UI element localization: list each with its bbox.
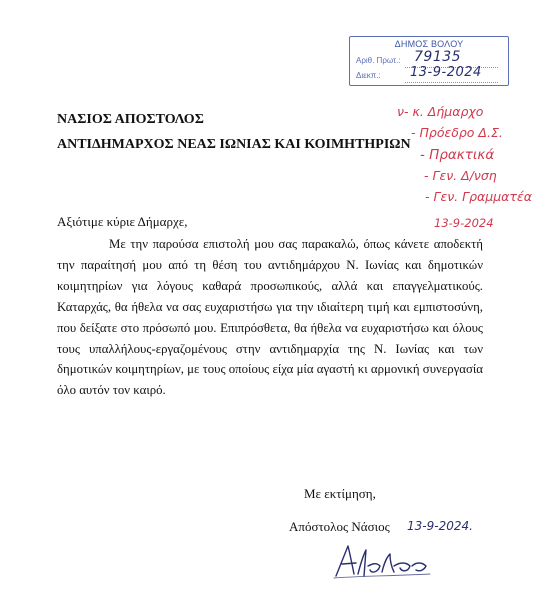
handwritten-signature: [330, 536, 440, 584]
margin-note-recipient-minutes: - Πρακτικά: [420, 147, 495, 163]
margin-note-date: 13-9-2024: [434, 216, 494, 230]
sender-position: ΑΝΤΙΔΗΜΑΡΧΟΣ ΝΕΑΣ ΙΩΝΙΑΣ ΚΑΙ ΚΟΙΜΗΤΗΡΙΩΝ: [57, 137, 411, 152]
sender-name: ΝΑΣΙΟΣ ΑΠΟΣΤΟΛΟΣ: [57, 112, 204, 127]
margin-note-recipient-mayor: ν- κ. Δήμαρχο: [397, 104, 484, 119]
stamp-title: ΔΗΜΟΣ ΒΟΛΟΥ: [394, 39, 464, 49]
margin-note-recipient-secretary: - Γεν. Γραμματέα: [425, 189, 532, 204]
stamp-protocol-label: Αριθ. Πρωτ.:: [356, 56, 401, 65]
margin-note-recipient-council: - Πρόεδρο Δ.Σ.: [411, 125, 503, 140]
stamp-date-value: 13-9-2024: [410, 65, 482, 80]
letter-closing: Με εκτίμηση,: [304, 486, 376, 501]
registry-stamp: [349, 36, 509, 86]
letter-greeting: Αξιότιμε κύριε Δήμαρχε,: [57, 214, 188, 229]
letter-paragraph: Με την παρούσα επιστολή μου σας παρακαλώ, όπως κάνετε αποδεκτή την παραίτησή μου από τη θέση του αντιδημάρχου Ν. Ιωνίας και δημοτικών κοιμητηρίων για λόγους καθαρά προσωπικούς, αλλά και επαγγελματικούς. Καταρχάς, θα ήθελα να σας ευχαριστήσω για την ιδιαίτερη τιμή και εμπιστοσύνη, που δείξατε στο πρόσωπό μου. Επιπρόσθετα, θα ήθελα να ευχαριστήσω και όλους τους υπαλλήλους-εργαζομένους στην αντιδημαρχία της Ν. Ιωνίας και των δημοτικών κοιμητηρίων, με τους οποίους είχα μία αγαστή κι αρμονική συνεργασία όλο αυτόν τον καιρό.: [57, 237, 483, 398]
signer-name: Απόστολος Νάσιος: [289, 519, 390, 534]
stamp-line: [405, 82, 498, 83]
signature-date: 13-9-2024.: [407, 519, 473, 533]
stamp-date-label: Διεκπ.:: [356, 71, 381, 80]
stamp-protocol-number: 79135: [414, 49, 462, 65]
letter-body: [57, 234, 483, 401]
margin-note-recipient-directorate: - Γεν. Δ/νση: [424, 168, 497, 183]
